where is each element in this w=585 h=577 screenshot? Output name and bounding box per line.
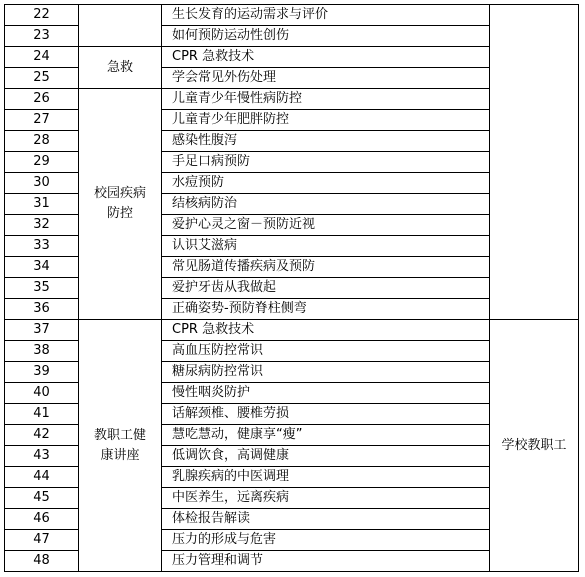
row-number: 46 bbox=[5, 509, 79, 530]
audience-cell-staff: 学校教职工 bbox=[490, 320, 579, 572]
topic-cell: 慧吃慧动，健康享“瘦” bbox=[162, 425, 490, 446]
row-number: 28 bbox=[5, 131, 79, 152]
topic-cell: 学会常见外伤处理 bbox=[162, 68, 490, 89]
row-number: 35 bbox=[5, 278, 79, 299]
topic-cell: CPR 急救技术 bbox=[162, 320, 490, 341]
category-label-line1: 校园疾病 bbox=[93, 186, 146, 201]
topic-cell: 爱护牙齿从我做起 bbox=[162, 278, 490, 299]
topic-cell: 儿童青少年慢性病防控 bbox=[162, 89, 490, 110]
category-staff-lecture bbox=[79, 320, 162, 572]
row-number: 41 bbox=[5, 404, 79, 425]
topic-cell: 压力的形成与危害 bbox=[162, 530, 490, 551]
table-row bbox=[5, 320, 579, 341]
row-number: 29 bbox=[5, 152, 79, 173]
topic-cell: 乳腺疾病的中医调理 bbox=[162, 467, 490, 488]
topic-cell: 生长发育的运动需求与评价 bbox=[162, 5, 490, 26]
row-number: 37 bbox=[5, 320, 79, 341]
table-row bbox=[5, 5, 579, 26]
row-number: 38 bbox=[5, 341, 79, 362]
row-number: 45 bbox=[5, 488, 79, 509]
topic-cell: 慢性咽炎防护 bbox=[162, 383, 490, 404]
row-number: 36 bbox=[5, 299, 79, 320]
row-number: 24 bbox=[5, 47, 79, 68]
row-number: 23 bbox=[5, 26, 79, 47]
row-number: 31 bbox=[5, 194, 79, 215]
row-number: 27 bbox=[5, 110, 79, 131]
topic-cell: 手足口病预防 bbox=[162, 152, 490, 173]
row-number: 42 bbox=[5, 425, 79, 446]
topic-cell: 压力管理和调节 bbox=[162, 551, 490, 572]
category-label-line2: 防控 bbox=[106, 206, 133, 221]
row-number: 48 bbox=[5, 551, 79, 572]
topic-cell: 认识艾滋病 bbox=[162, 236, 490, 257]
audience-cell-empty bbox=[490, 5, 579, 320]
lecture-schedule-table bbox=[4, 4, 579, 572]
topic-cell: 水痘预防 bbox=[162, 173, 490, 194]
row-number: 43 bbox=[5, 446, 79, 467]
topic-cell: 低调饮食，高调健康 bbox=[162, 446, 490, 467]
topic-cell: 感染性腹泻 bbox=[162, 131, 490, 152]
topic-cell: 正确姿势-预防脊柱侧弯 bbox=[162, 299, 490, 320]
topic-cell: 高血压防控常识 bbox=[162, 341, 490, 362]
row-number: 34 bbox=[5, 257, 79, 278]
topic-cell: 糖尿病防控常识 bbox=[162, 362, 490, 383]
category-label: 急救 bbox=[106, 59, 133, 75]
row-number: 44 bbox=[5, 467, 79, 488]
category-label-line1: 教职工健 bbox=[93, 427, 146, 443]
topic-cell: 如何预防运动性创伤 bbox=[162, 26, 490, 47]
row-number: 40 bbox=[5, 383, 79, 404]
row-number: 47 bbox=[5, 530, 79, 551]
row-number: 33 bbox=[5, 236, 79, 257]
category-campus-disease bbox=[79, 89, 162, 320]
row-number: 39 bbox=[5, 362, 79, 383]
topic-cell: 体检报告解读 bbox=[162, 509, 490, 530]
row-number: 26 bbox=[5, 89, 79, 110]
category-cell-empty bbox=[79, 5, 162, 47]
category-first-aid bbox=[79, 47, 162, 89]
topic-cell: 结核病防治 bbox=[162, 194, 490, 215]
topic-cell: CPR 急救技术 bbox=[162, 47, 490, 68]
category-label-line2: 康讲座 bbox=[100, 447, 140, 463]
row-number: 25 bbox=[5, 68, 79, 89]
topic-cell: 中医养生，远离疾病 bbox=[162, 488, 490, 509]
row-number: 22 bbox=[5, 5, 79, 26]
topic-cell: 常见肠道传播疾病及预防 bbox=[162, 257, 490, 278]
topic-cell: 话解颈椎、腰椎劳损 bbox=[162, 404, 490, 425]
topic-cell: 爱护心灵之窗－预防近视 bbox=[162, 215, 490, 236]
row-number: 30 bbox=[5, 173, 79, 194]
row-number: 32 bbox=[5, 215, 79, 236]
topic-cell: 儿童青少年肥胖防控 bbox=[162, 110, 490, 131]
